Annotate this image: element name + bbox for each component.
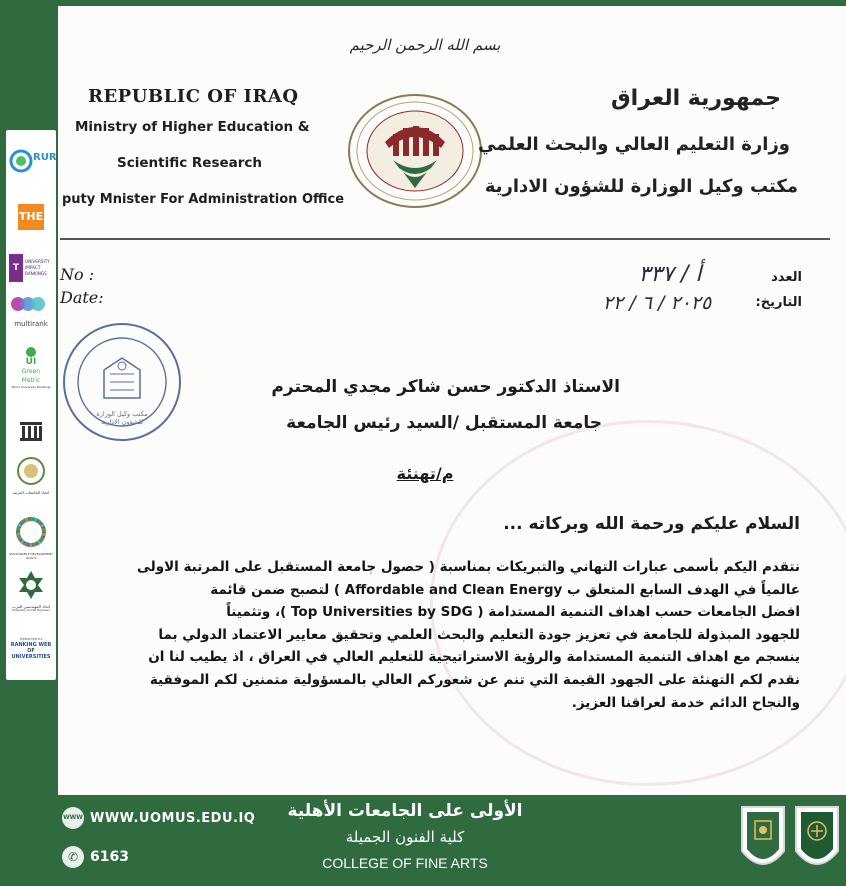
footer-phone[interactable]: 6163 — [90, 849, 129, 865]
greenmetric-line1: UI — [25, 357, 37, 367]
body-line: افضل الجامعات حسب اهداف التنمية المستدامة ( Top Universities by SDG )، وتثميناً — [226, 604, 800, 621]
header-en-ministry: Ministry of Higher Education & — [75, 119, 310, 135]
webometrics-line1: Webometrics — [19, 637, 43, 641]
arab-engineers-en-label: Federation of Arab Engineers — [12, 609, 50, 612]
the-impact-line1: UNIVERSITY — [25, 259, 50, 264]
phone-icon: ✆ — [62, 846, 84, 868]
arab-universities-logo-icon — [9, 456, 53, 495]
the-impact-line3: RANKINGS — [25, 271, 47, 276]
letter-greeting: السلام عليكم ورحمة الله وبركاته ... — [503, 514, 800, 534]
footer-college-ar: كلية الفنون الجميلة — [345, 828, 465, 846]
header-en-republic: REPUBLIC OF IRAQ — [88, 86, 299, 107]
body-line: والنجاح الدائم خدمة لعراقنا العزيز. — [571, 694, 800, 711]
ref-no-value: أ / ٣٣٧ — [638, 262, 702, 287]
greenmetric-logo-icon — [9, 346, 53, 389]
ranking-logos-strip — [6, 130, 56, 680]
body-line: للجهود المبذولة للجامعة في تعزيز جودة التعليم والبحث العلمي وتحقيق معايير الاعتماد الدولي بما — [158, 626, 800, 643]
letter-body — [104, 556, 800, 714]
the-impact-logo-icon: T UNIVERSITY IMPACT RANKINGS — [9, 254, 53, 284]
webometrics-logo-icon — [9, 636, 53, 660]
rur-label: RUR — [33, 152, 57, 163]
ref-date-value: ٢٠٢٥ / ٦ / ٢٢ — [602, 292, 712, 314]
the-impact-line2: IMPACT — [25, 265, 41, 270]
greenmetric-line4: World University Rankings — [11, 385, 51, 389]
sdg-label: SUSTAINABLE DEVELOPMENT GOALS — [9, 552, 53, 560]
arab-union-label: اتحاد الجامعات العربية — [12, 490, 50, 495]
recipient-line-2: جامعة المستقبل /السيد رئيس الجامعة — [286, 413, 602, 433]
www-icon-label: WWW — [63, 814, 83, 821]
multirank-logo-icon — [9, 292, 53, 328]
office-stamp-icon — [60, 318, 184, 446]
the-logo-icon — [9, 204, 53, 230]
body-line: نتقدم اليكم بأسمى عبارات التهاني والتبريكات بمناسبة ( حصول جامعة المستقبل على المرتبة الاولى — [137, 559, 800, 575]
header-en-scientific: Scientific Research — [117, 155, 263, 171]
footer-title-ar: الأولى على الجامعات الأهلية — [287, 801, 523, 821]
webometrics-line3: OF UNIVERSITIES — [11, 648, 51, 660]
the-label: THE — [18, 204, 44, 230]
footer-college-en: COLLEGE OF FINE ARTS — [322, 855, 488, 871]
university-shield-logo-icon — [792, 801, 842, 879]
ref-date-label-en: Date: — [60, 288, 104, 307]
header-en-office: puty Mnister For Administration Office — [62, 192, 345, 207]
ref-no-label-ar: العدد — [771, 270, 802, 285]
greenmetric-line3: Metric — [21, 377, 41, 384]
college-shield-logo-icon — [738, 801, 788, 879]
arab-engineers-label: اتحاد المهندسين العرب — [12, 604, 50, 609]
header-divider — [60, 238, 830, 240]
body-line: عالمياً في الهدف السابع المتعلق ب Affordable and Clean Energy ) لتصبح ضمن قائمة — [210, 581, 800, 598]
header-ar-ministry: وزارة التعليم العالي والبحث العلمي — [477, 134, 790, 155]
ref-date-label-ar: التاريخ: — [755, 295, 802, 310]
footer-bar — [0, 795, 846, 886]
body-line: ينسجم مع اهداف التنمية المستدامة والرؤية الاستراتيجية للتعليم العالي في العراق ، اذ يطيب لنا ان — [148, 649, 800, 666]
greenmetric-line2: Green — [21, 368, 41, 375]
header-ar-republic: جمهورية العراق — [611, 86, 781, 111]
ref-no-label-en: No : — [60, 265, 95, 284]
www-icon — [62, 807, 84, 829]
footer-website[interactable]: WWW.UOMUS.EDU.IQ — [90, 811, 256, 826]
basmala: بسم الله الرحمن الرحيم — [349, 36, 501, 54]
columns-logo-icon — [9, 420, 53, 446]
stamp-text: مكتب وكيل الوزارة للشؤون الادارية — [96, 410, 148, 426]
header-ar-office: مكتب وكيل الوزارة للشؤون الادارية — [484, 176, 798, 197]
recipient-line-1: الاستاذ الدكتور حسن شاكر مجدي المحترم — [271, 377, 620, 397]
letter-subject: م/تهنئة — [396, 464, 454, 483]
sdg-logo-icon — [9, 516, 53, 560]
arab-engineers-logo-icon — [9, 570, 53, 612]
rur-logo-icon — [9, 146, 57, 182]
ministry-logo-icon — [345, 92, 485, 210]
multirank-label: multirank — [14, 320, 48, 328]
webometrics-line2: RANKING WEB — [10, 642, 52, 648]
body-line: نقدم لكم التهنئة على الجهود القيمة التي تنم عن شعوركم العالي بالمسؤولية متمنين لكم الموفقية — [149, 671, 800, 688]
